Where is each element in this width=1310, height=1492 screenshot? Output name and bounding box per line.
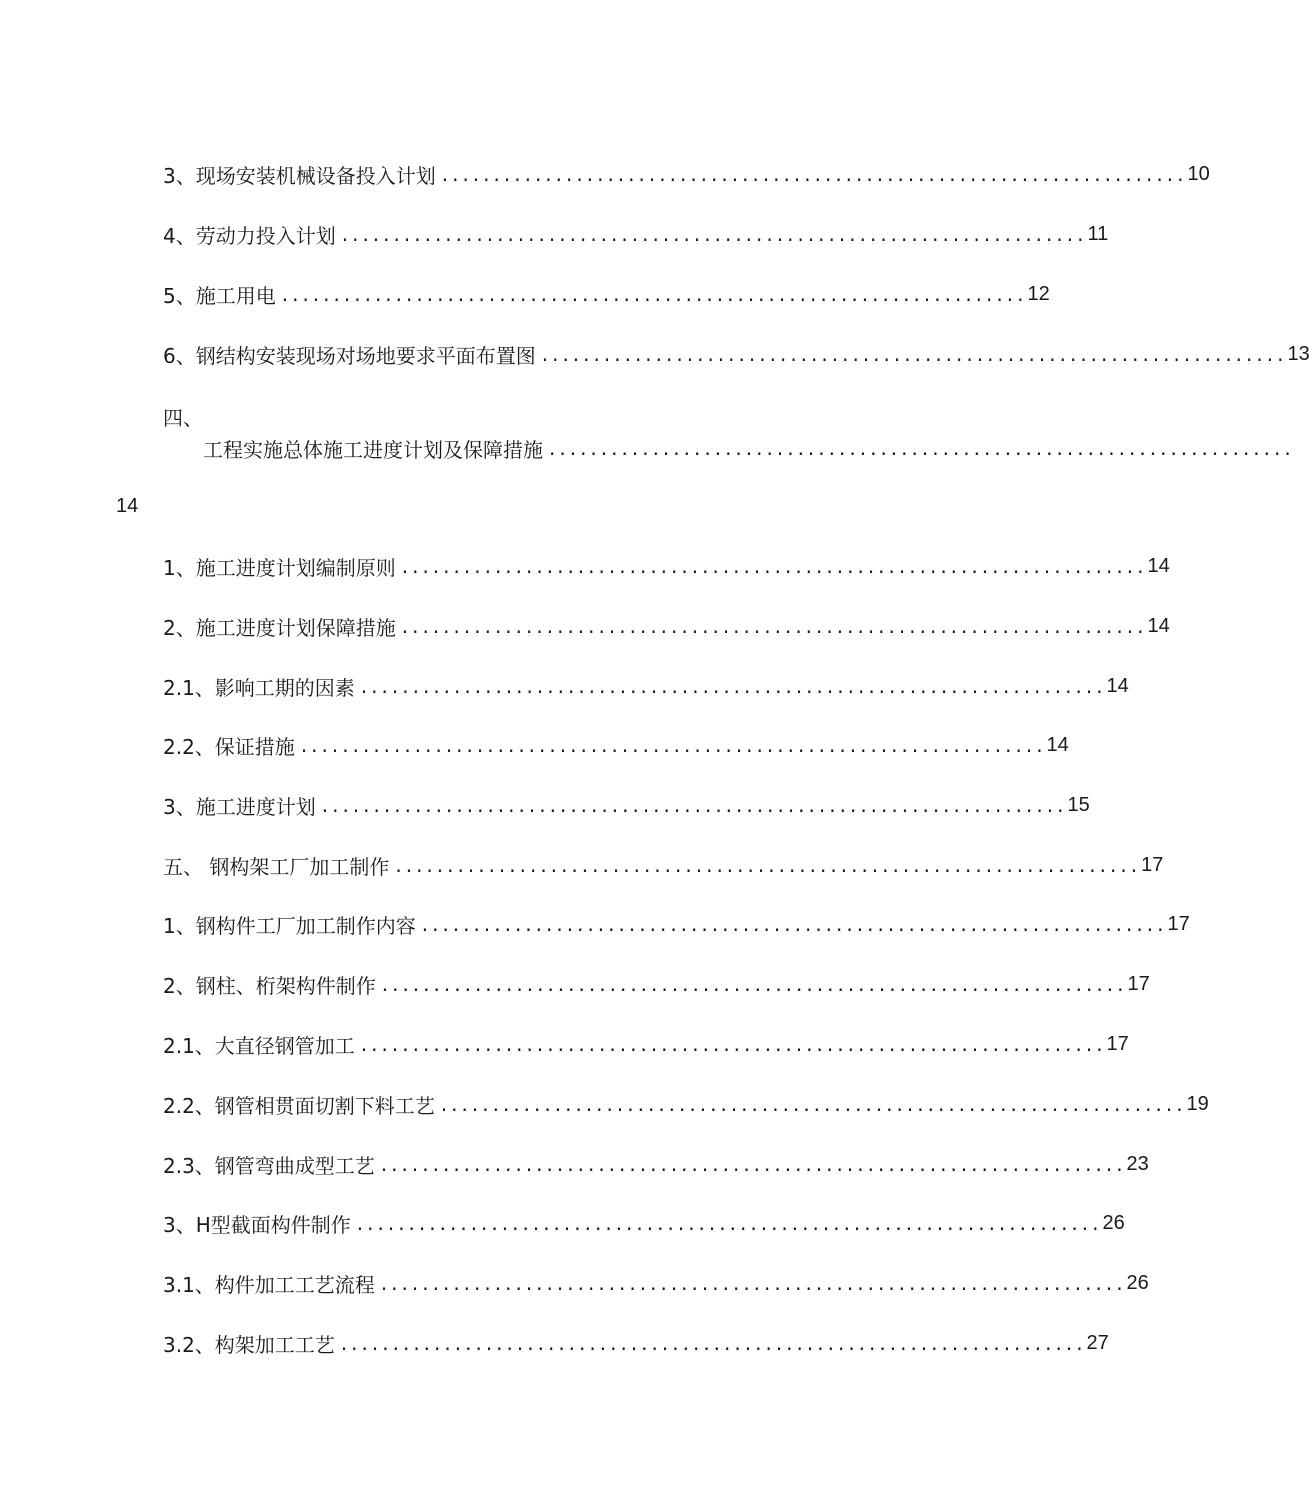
toc-entry [163, 339, 1310, 369]
toc-page-number: 11 [1087, 222, 1109, 245]
toc-leader-dots: ........................................................................ [321, 793, 1068, 817]
toc-page-number: 17 [1141, 853, 1164, 876]
toc-leader-dots: ........................................................................ [360, 674, 1107, 698]
toc-leader-dots: ........................................................................ [401, 554, 1148, 578]
toc-page-number: 17 [1167, 912, 1190, 935]
toc-entry [163, 219, 1109, 249]
toc-entry [163, 969, 1150, 999]
toc-label: 3.1、构件加工工艺流程 [163, 1272, 375, 1297]
toc-label: 3.2、构架加工工艺 [163, 1332, 335, 1357]
toc-entry [163, 1208, 1125, 1238]
toc-leader-dots: ........................................................................ [549, 436, 1295, 460]
toc-entry [163, 1029, 1129, 1059]
toc-label: 1、施工进度计划编制原则 [163, 555, 396, 580]
toc-entry [163, 1268, 1149, 1298]
toc-entry [163, 909, 1190, 939]
toc-leader-dots: ........................................................................ [380, 1271, 1127, 1295]
toc-label: 3、现场安装机械设备投入计划 [163, 163, 436, 188]
toc-entry [163, 850, 1164, 880]
toc-label: 2.1、大直径钢管加工 [163, 1033, 355, 1058]
toc-entry [163, 159, 1210, 189]
toc-page-number: 23 [1126, 1152, 1149, 1175]
toc-page-number: 10 [1187, 162, 1210, 185]
toc-entry [163, 730, 1069, 760]
toc-leader-dots: ........................................................................ [340, 1331, 1087, 1355]
toc-leader-dots: ........................................................................ [300, 733, 1047, 757]
toc-label: 1、钢构件工厂加工制作内容 [163, 913, 416, 938]
toc-leader-dots: ........................................................................ [421, 912, 1168, 936]
toc-leader-dots: ........................................................................ [381, 972, 1128, 996]
toc-entry [163, 790, 1090, 820]
toc-entry [163, 671, 1129, 701]
toc-label: 6、钢结构安装现场对场地要求平面布置图 [163, 343, 536, 368]
toc-leader-dots: ........................................................................ [541, 342, 1288, 366]
toc-entry [163, 1089, 1209, 1119]
toc-page-number: 15 [1067, 793, 1090, 816]
toc-label: 3、施工进度计划 [163, 794, 316, 819]
toc-label: 2.3、钢管弯曲成型工艺 [163, 1153, 375, 1178]
toc-page-number: 19 [1186, 1092, 1209, 1115]
toc-entry [163, 1328, 1109, 1358]
toc-label: 3、H型截面构件制作 [163, 1212, 351, 1237]
toc-label: 2.2、保证措施 [163, 734, 295, 759]
toc-page-number: 14 [1106, 674, 1129, 697]
toc-leader-dots: ........................................................................ [380, 1152, 1127, 1176]
toc-entry [163, 279, 1050, 309]
toc-label: 五、 钢构架工厂加工制作 [163, 854, 390, 879]
toc-page-number: 27 [1086, 1331, 1109, 1354]
toc-entry [203, 433, 1295, 463]
toc-page-number: 13 [1287, 342, 1310, 365]
section-four-marker: 四、 [163, 408, 203, 430]
toc-entry [163, 1149, 1149, 1179]
toc-page-number: 17 [1106, 1032, 1129, 1055]
toc-page-number: 14 [1147, 554, 1170, 577]
toc-leader-dots: ........................................................................ [360, 1032, 1107, 1056]
toc-page-number: 26 [1126, 1271, 1149, 1294]
toc-label: 工程实施总体施工进度计划及保障措施 [203, 437, 543, 462]
toc-leader-dots: ........................................................................ [356, 1211, 1103, 1235]
toc-leader-dots: ........................................................................ [341, 222, 1088, 246]
toc-page-number: 14 [1147, 614, 1170, 637]
toc-page-number: 14 [1046, 733, 1069, 756]
toc-page-number: 26 [1102, 1211, 1125, 1234]
toc-label: 5、施工用电 [163, 283, 276, 308]
toc-leader-dots: ........................................................................ [281, 282, 1028, 306]
toc-leader-dots: ........................................................................ [441, 162, 1188, 186]
toc-label: 2、钢柱、桁架构件制作 [163, 973, 376, 998]
toc-entry [163, 611, 1170, 641]
toc-leader-dots: ........................................................................ [440, 1092, 1187, 1116]
section-four-page-number: 14 [116, 495, 139, 517]
toc-label: 4、劳动力投入计划 [163, 223, 336, 248]
toc-label: 2、施工进度计划保障措施 [163, 615, 396, 640]
toc-label: 2.1、影响工期的因素 [163, 675, 355, 700]
toc-leader-dots: ........................................................................ [401, 614, 1148, 638]
toc-leader-dots: ........................................................................ [395, 853, 1142, 877]
toc-page-number: 12 [1027, 282, 1050, 305]
toc-label: 2.2、钢管相贯面切割下料工艺 [163, 1093, 435, 1118]
toc-page-number: 17 [1127, 972, 1150, 995]
toc-entry [163, 551, 1170, 581]
